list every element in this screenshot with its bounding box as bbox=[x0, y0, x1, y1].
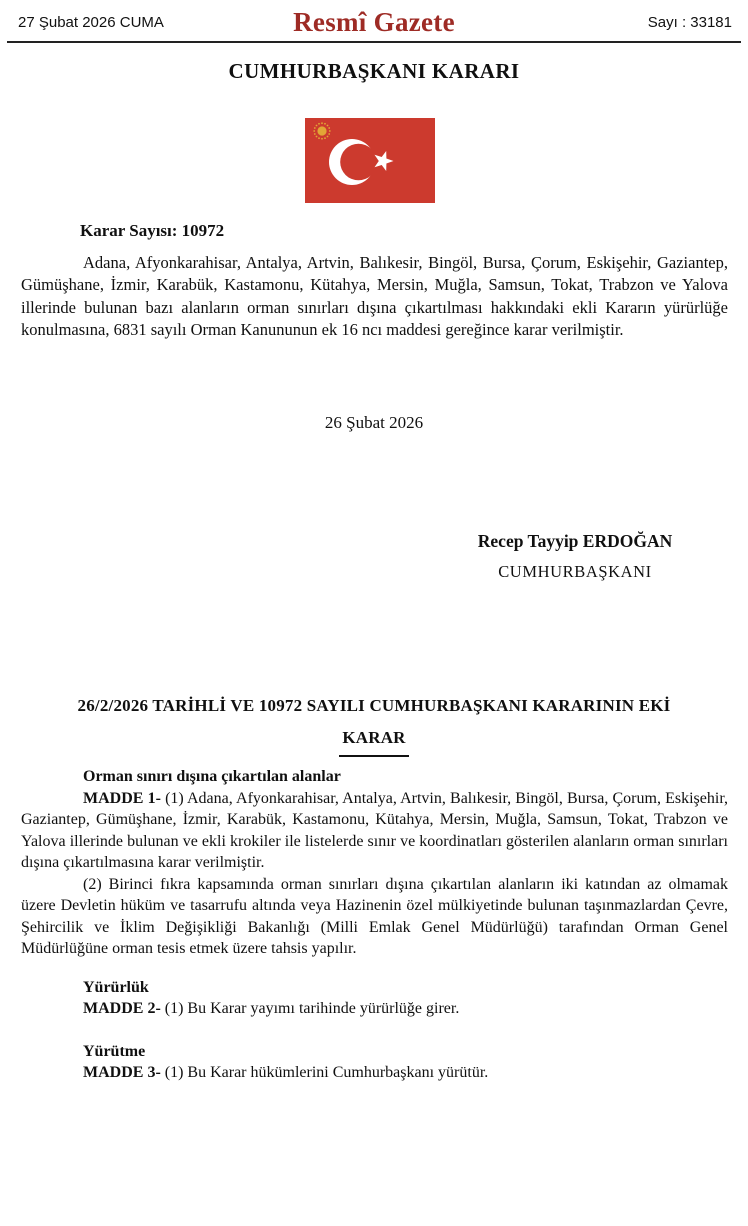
article1-text: (1) Adana, Afyonkarahisar, Antalya, Artvin, Balıkesir, Bingöl, Bursa, Çorum, Eskişehir, Gaziantep, Gümüşhane, İzmir, Karabük, Kastamonu, Kütahya, Mersin, Muğla, Samsun, Tokat, Trabzon ve Yalova illerinde bulunan ve ekli krokiler ile listelerde sınır ve koordinatları gösterilen alanların orman sınırları dışına çıkartılmasına karar verilmiştir. bbox=[21, 789, 729, 871]
masthead-title: Resmî Gazete bbox=[293, 7, 455, 37]
article3-paragraph bbox=[21, 1062, 728, 1084]
annex-title-line1: 26/2/2026 TARİHLİ VE 10972 SAYILI CUMHURBAŞKANI KARARININ EKİ bbox=[77, 696, 671, 715]
annex-title-line2: KARAR bbox=[339, 722, 408, 757]
article1-paragraph1 bbox=[21, 788, 728, 874]
signer-name: Recep Tayyip ERDOĞAN bbox=[477, 531, 673, 551]
spacer bbox=[21, 1020, 728, 1041]
signature-block bbox=[425, 531, 725, 582]
annex-section1-heading: Orman sınırı dışına çıkartılan alanlar bbox=[83, 768, 341, 785]
turkish-presidential-flag-image bbox=[305, 118, 435, 203]
article3-label: MADDE 3- bbox=[83, 1064, 161, 1081]
article1-label: MADDE 1- bbox=[83, 789, 161, 807]
signer-title: CUMHURBAŞKANI bbox=[498, 562, 652, 581]
masthead-issue-number: Sayı : 33181 bbox=[647, 14, 732, 31]
decision-number: Karar Sayısı: 10972 bbox=[80, 221, 225, 240]
decree-heading: CUMHURBAŞKANI KARARI bbox=[228, 59, 520, 83]
annex-body bbox=[21, 766, 728, 1084]
turkish-flag-icon bbox=[305, 118, 435, 203]
masthead-divider bbox=[7, 41, 741, 43]
decree-date: 26 Şubat 2026 bbox=[324, 413, 424, 432]
annex-section3-heading: Yürütme bbox=[83, 1042, 146, 1060]
article3-text: (1) Bu Karar hükümlerini Cumhurbaşkanı yürütür. bbox=[160, 1064, 489, 1081]
article2-label: MADDE 2- bbox=[83, 1000, 161, 1017]
article2-text: (1) Bu Karar yayımı tarihinde yürürlüğe girer. bbox=[160, 1000, 460, 1017]
masthead-date: 27 Şubat 2026 CUMA bbox=[18, 14, 164, 31]
decree-body-paragraph: Adana, Afyonkarahisar, Antalya, Artvin, Balıkesir, Bingöl, Bursa, Çorum, Eskişehir, Gaziantep, Gümüşhane, İzmir, Karabük, Kastamonu, Kütahya, Mersin, Muğla, Samsun, Tokat, Trabzon ve Yalova illerinde bulunan bazı alanların orman sınırları dışına çıkartılması hakkındaki ekli Kararın yürürlüğe konulmasına, 6831 sayılı Orman Kanununun ek 16 ncı maddesi gereğince karar verilmiştir. bbox=[21, 253, 728, 340]
article2-paragraph bbox=[21, 998, 728, 1020]
spacer bbox=[21, 960, 728, 977]
article1-paragraph2: (2) Birinci fıkra kapsamında orman sınırları dışına çıkartılan alanların iki katından az olmamak üzere Devletin hüküm ve tasarrufu altında veya Hazinenin özel mülkiyetinde bulunan taşınmazlardan Çevre, Şehircilik ve İklim Değişikliği Bakanlığı (Milli Emlak Genel Müdürlüğü) tarafından Orman Genel Müdürlüğüne orman tesis etmek üzere tahsis yapılır. bbox=[21, 875, 728, 957]
annex-title bbox=[20, 690, 728, 757]
annex-section2-heading: Yürürlük bbox=[83, 978, 149, 996]
